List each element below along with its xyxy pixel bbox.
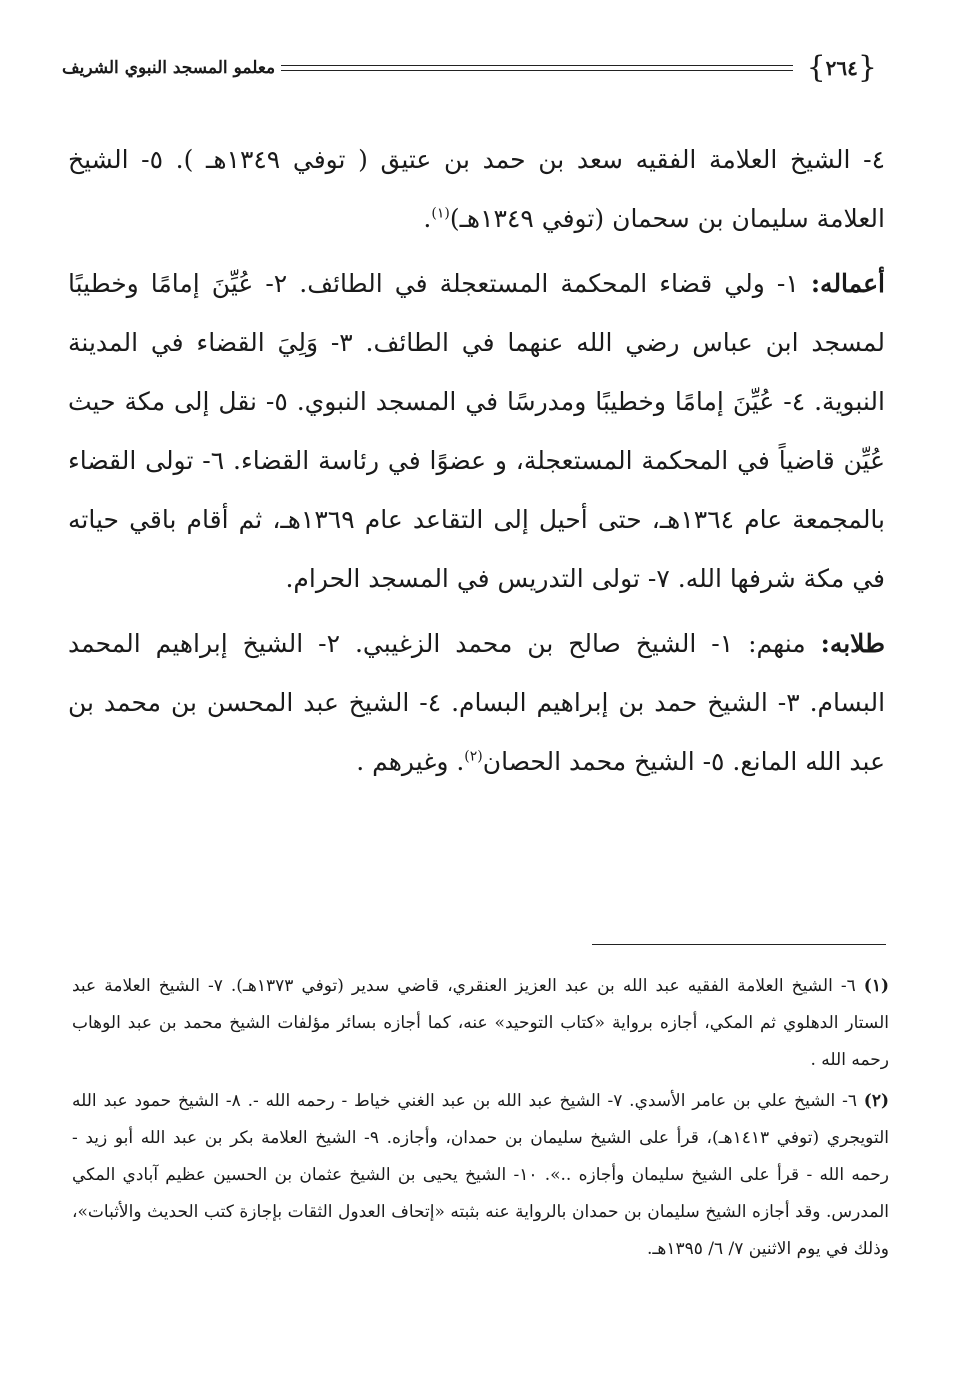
- students-text: منهم: ١- الشيخ صالح بن محمد الزغيبي. ٢- الشيخ إبراهيم المحمد البسام. ٣- الشيخ حمد بن إبراهيم البسام. ٤- الشيخ عبد المحسن بن محمد بن عبد الله المانع. ٥- الشيخ محمد الحصان: [68, 629, 886, 776]
- header-rule: [281, 65, 792, 71]
- page-header: [62, 48, 885, 88]
- footnote-separator: [592, 944, 886, 945]
- footnote-1-mark: (١): [863, 976, 890, 996]
- footnote-2-text: ٦- الشيخ علي بن عامر الأسدي. ٧- الشيخ عبد الله بن عبد الغني خياط - رحمه الله -. ٨- الشيخ حمود عبد الله التويجري (توفي ١٤١٣هـ)، قرأ على الشيخ سليمان بن حمدان، وأجازه. ٩- الشيخ العلامة بكر بن عبد الله أبو زيد - رحمه الله - قرأ على الشيخ سليمان وأجازه ..». ١٠- الشيخ يحيى بن الشيخ عثمان بن الحسين عظيم آبادي المكي المدرس. وقد أجازه الشيخ سليمان بن حمدان بالرواية عنه بثبته «إتحاف العدول الثقات بإجازة كتب الحديث والأثبات»، وذلك في يوم الاثنين ٧/ ٦/ ١٣٩٥هـ.: [72, 1091, 889, 1259]
- page-number-value: ٢٦٤: [825, 56, 858, 80]
- para1-text: ٤- الشيخ العلامة الفقيه سعد بن حمد بن عتيق ( توفي ١٣٤٩هـ ). ٥- الشيخ العلامة سليمان بن سحمان (توفي ١٣٤٩هـ): [68, 145, 885, 233]
- works-text: ١- ولي قضاء المحكمة المستعجلة في الطائف. ٢- عُيِّنَ إمامًا وخطيبًا لمسجد ابن عباس رضي الله عنهما في الطائف. ٣- وَلِيَ القضاء في المدينة النبوية. ٤- عُيِّنَ إمامًا وخطيبًا ومدرسًا في المسجد النبوي. ٥- نقل إلى مكة حيث عُيِّن قاضياً في المحكمة المستعجلة، و عضوًا في رئاسة القضاء. ٦- تولى القضاء بالمجمعة عام ١٣٦٤هـ، حتى أحيل إلى التقاعد عام ١٣٦٩هـ، ثم أقام باقي حياته في مكة شرفها الله. ٧- تولى التدريس في المسجد الحرام.: [68, 269, 886, 593]
- paragraph-teachers-continued: ٤- الشيخ العلامة الفقيه سعد بن حمد بن عتيق ( توفي ١٣٤٩هـ ). ٥- الشيخ العلامة سليمان بن سحمان (توفي ١٣٤٩هـ)$^{(١)}$.: [68, 145, 885, 233]
- main-text: [68, 130, 885, 797]
- works-label: أعماله:: [810, 269, 885, 298]
- footnotes: [72, 968, 889, 1272]
- paragraph-students: طلابه: منهم: ١- الشيخ صالح بن محمد الزغيبي. ٢- الشيخ إبراهيم المحمد البسام. ٣- الشيخ حمد بن إبراهيم البسام. ٤- الشيخ عبد المحسن بن محمد بن عبد الله المانع. ٥- الشيخ محمد الحصان$^{(٢)}$. وغيرهم .: [68, 629, 886, 776]
- footnote-ref-1: (١): [431, 205, 450, 222]
- footnote-1-text: ٦- الشيخ العلامة الفقيه عبد الله بن عبد العزيز العنقري، قاضي سدير (توفي ١٣٧٣هـ). ٧- الشيخ العلامة عبد الستار الدهلوي ثم المكي، أجازه برواية «كتاب التوحيد» عنه، كما أجازه بسائر مؤلفات الشيخ محمد بن عبد الوهاب رحمه الله .: [72, 976, 890, 1070]
- page-number: { ٢٦٤ }: [806, 50, 877, 85]
- running-title: معلمو المسجد النبوي الشريف: [62, 58, 276, 78]
- footnote-ref-2: (٢): [464, 748, 483, 765]
- paragraph-works: [68, 254, 885, 608]
- footnote-2-mark: (٢): [863, 1091, 890, 1111]
- footnote-2: [72, 1083, 889, 1268]
- footnote-1: [72, 968, 889, 1079]
- students-label: طلابه:: [820, 629, 885, 658]
